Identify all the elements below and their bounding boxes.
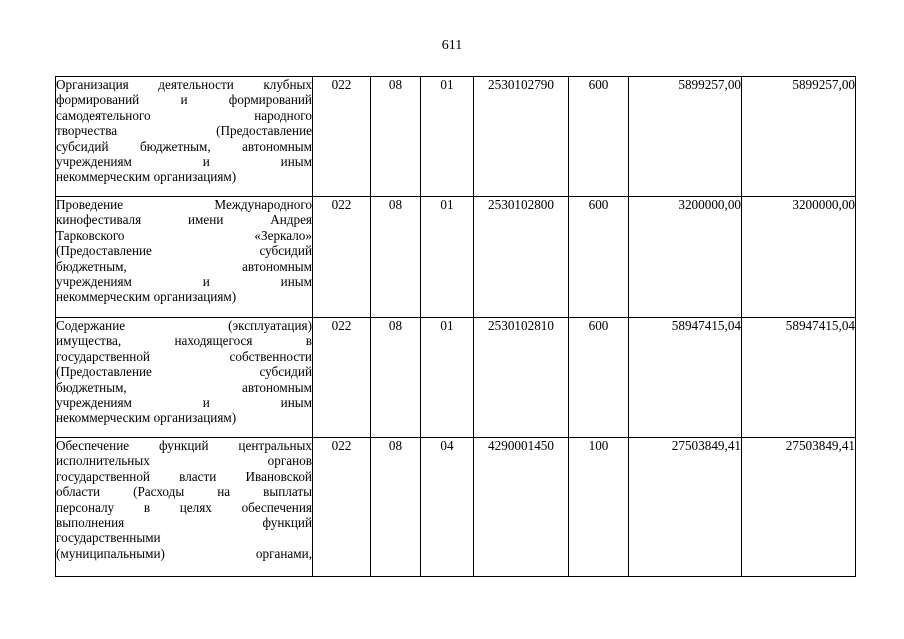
ministry-code-cell: 022 (313, 197, 371, 318)
table-row (56, 197, 856, 318)
section-code-cell: 08 (371, 197, 421, 318)
ministry-code-cell: 022 (313, 77, 371, 197)
amount-cell: 5899257,00 (629, 77, 742, 197)
amount-cell: 58947415,04 (629, 318, 742, 438)
page-number: 611 (441, 38, 463, 53)
description-line: учреждениям и иным (56, 274, 312, 290)
description-line: (Предоставление субсидий (56, 243, 312, 259)
description-line: самодеятельного народного (56, 107, 312, 123)
description-line: персоналу в целях обеспечения (56, 499, 312, 515)
expense-description-cell (56, 197, 313, 318)
expense-description-cell (56, 77, 313, 197)
budget-table (55, 76, 856, 577)
target-article-cell: 2530102800 (474, 197, 569, 318)
description-line: Содержание (эксплуатация) (56, 318, 312, 333)
description-line: государственной собственности (56, 348, 312, 364)
target-article-cell: 2530102810 (474, 318, 569, 438)
description-line: (Предоставление субсидий (56, 364, 312, 380)
section-code-cell: 08 (371, 318, 421, 438)
subsection-code-cell: 01 (421, 77, 474, 197)
subsection-code-cell: 04 (421, 438, 474, 577)
table-row (56, 318, 856, 438)
description-line: бюджетным, автономным (56, 379, 312, 395)
table-row (56, 438, 856, 577)
description-line: формирований и формирований (56, 92, 312, 108)
description-line: (муниципальными) органами, (56, 545, 312, 561)
description-line: Проведение Международного (56, 197, 312, 212)
description-line: Обеспечение функций центральных (56, 438, 312, 453)
description-line: выполнения функций (56, 515, 312, 531)
description-line: бюджетным, автономным (56, 258, 312, 274)
description-line: учреждениям и иным (56, 154, 312, 170)
description-line: субсидий бюджетным, автономным (56, 138, 312, 154)
description-line: государственной власти Ивановской (56, 468, 312, 484)
description-line: области (Расходы на выплаты (56, 484, 312, 500)
description-line: государственными (56, 530, 161, 546)
target-article-cell: 4290001450 (474, 438, 569, 577)
expense-description-cell (56, 438, 313, 577)
target-article-cell: 2530102790 (474, 77, 569, 197)
description-line: некоммерческим организациям) (56, 289, 237, 305)
description-line: творчества (Предоставление (56, 123, 312, 139)
amount-cell: 27503849,41 (629, 438, 742, 577)
description-line: исполнительных органов (56, 453, 312, 469)
table-row (56, 77, 856, 197)
amount-cell: 3200000,00 (742, 197, 856, 318)
amount-cell: 5899257,00 (742, 77, 856, 197)
amount-cell: 3200000,00 (629, 197, 742, 318)
subsection-code-cell: 01 (421, 197, 474, 318)
description-line: Организация деятельности клубных (56, 77, 312, 92)
expense-type-cell: 600 (569, 197, 629, 318)
description-line: учреждениям и иным (56, 395, 312, 411)
expense-type-cell: 600 (569, 77, 629, 197)
expense-type-cell: 100 (569, 438, 629, 577)
amount-cell: 58947415,04 (742, 318, 856, 438)
ministry-code-cell: 022 (313, 438, 371, 577)
subsection-code-cell: 01 (421, 318, 474, 438)
description-line: Тарковского «Зеркало» (56, 227, 312, 243)
description-line: некоммерческим организациям) (56, 169, 237, 185)
section-code-cell: 08 (371, 438, 421, 577)
ministry-code-cell: 022 (313, 318, 371, 438)
description-line: кинофестиваля имени Андрея (56, 212, 312, 228)
section-code-cell: 08 (371, 77, 421, 197)
expense-description-cell (56, 318, 313, 438)
amount-cell: 27503849,41 (742, 438, 856, 577)
expense-type-cell: 600 (569, 318, 629, 438)
description-line: некоммерческим организациям) (56, 410, 237, 426)
description-line: имущества, находящегося в (56, 333, 312, 349)
